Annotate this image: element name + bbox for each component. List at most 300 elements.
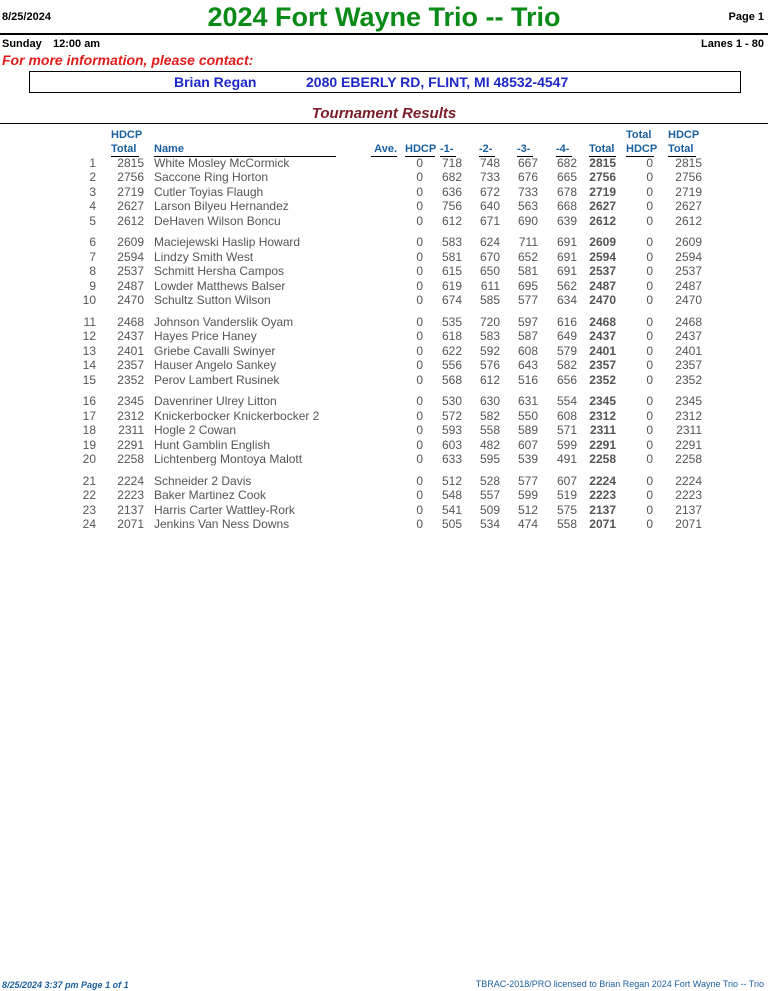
row-game-1: 505 — [441, 517, 462, 532]
row-total-hdcp: 0 — [646, 502, 653, 517]
row-game-3: 581 — [517, 264, 538, 279]
row-total-hdcp: 0 — [646, 156, 653, 170]
row-team-name: Maciejewski Haslip Howard — [154, 235, 301, 250]
table-row — [0, 344, 768, 358]
row-hdcp-total: 2468 — [117, 314, 144, 329]
table-row — [0, 373, 768, 387]
row-game-3: 563 — [517, 199, 538, 214]
row-final-total: 2291 — [675, 437, 702, 452]
row-game-4: 656 — [556, 372, 577, 387]
row-game-3: 695 — [517, 278, 538, 293]
table-row — [0, 329, 768, 343]
row-game-1: 535 — [441, 314, 462, 329]
row-game-3: 512 — [517, 502, 538, 517]
row-game-1: 548 — [441, 488, 462, 503]
row-game-3: 608 — [517, 343, 538, 358]
row-place: 20 — [82, 452, 96, 467]
row-game-2: 630 — [479, 394, 500, 409]
row-game-3: 667 — [517, 156, 538, 170]
row-hdcp: 0 — [416, 423, 423, 438]
row-total-hdcp: 0 — [646, 235, 653, 250]
row-hdcp: 0 — [416, 264, 423, 279]
row-game-1: 612 — [441, 213, 462, 228]
row-game-4: 649 — [556, 329, 577, 344]
row-hdcp-total: 2291 — [117, 437, 144, 452]
row-total: 2609 — [589, 235, 616, 250]
row-place: 9 — [89, 278, 96, 293]
row-total: 2291 — [589, 437, 616, 452]
row-total: 2258 — [589, 452, 616, 467]
row-total: 2311 — [589, 423, 616, 438]
row-total: 2719 — [589, 184, 616, 199]
section-divider — [0, 123, 768, 124]
row-game-2: 558 — [479, 423, 500, 438]
row-game-3: 652 — [517, 249, 538, 264]
row-hdcp: 0 — [416, 502, 423, 517]
row-total-hdcp: 0 — [646, 423, 653, 438]
row-hdcp-total: 2612 — [117, 213, 144, 228]
row-game-4: 519 — [556, 488, 577, 503]
row-game-3: 539 — [517, 452, 538, 467]
row-total-hdcp: 0 — [646, 170, 653, 185]
row-game-1: 603 — [441, 437, 462, 452]
row-game-2: 482 — [479, 437, 500, 452]
row-team-name: Lowder Matthews Balser — [154, 278, 286, 293]
row-hdcp: 0 — [416, 235, 423, 250]
row-final-total: 2815 — [675, 156, 702, 170]
row-hdcp-total: 2594 — [117, 249, 144, 264]
row-final-total: 2437 — [675, 329, 702, 344]
row-game-2: 583 — [479, 329, 500, 344]
row-place: 10 — [82, 293, 96, 308]
row-total-hdcp: 0 — [646, 343, 653, 358]
row-team-name: Hauser Angelo Sankey — [154, 358, 277, 373]
row-game-4: 562 — [556, 278, 577, 293]
row-total-hdcp: 0 — [646, 199, 653, 214]
row-final-total: 2312 — [675, 408, 702, 423]
row-total: 2468 — [589, 314, 616, 329]
row-hdcp: 0 — [416, 293, 423, 308]
row-hdcp: 0 — [416, 343, 423, 358]
row-hdcp-total: 2470 — [117, 293, 144, 308]
row-place: 7 — [89, 249, 96, 264]
row-game-1: 556 — [441, 358, 462, 373]
col-total: Total — [589, 143, 615, 155]
row-total: 2352 — [589, 372, 616, 387]
row-place: 16 — [82, 394, 96, 409]
table-row — [0, 409, 768, 423]
row-hdcp: 0 — [416, 213, 423, 228]
row-hdcp-total: 2311 — [118, 423, 144, 438]
row-hdcp: 0 — [416, 199, 423, 214]
row-final-total: 2224 — [675, 473, 702, 488]
row-hdcp: 0 — [416, 170, 423, 185]
row-game-3: 690 — [517, 213, 538, 228]
col-game-4: -4- — [556, 142, 572, 157]
row-place: 3 — [89, 184, 96, 199]
row-game-3: 711 — [518, 235, 538, 250]
row-team-name: Harris Carter Wattley-Rork — [154, 502, 295, 517]
row-game-4: 668 — [556, 199, 577, 214]
contact-address: 2080 EBERLY RD, FLINT, MI 48532-4547 — [306, 74, 569, 90]
row-game-2: 670 — [479, 249, 500, 264]
row-total: 2537 — [589, 264, 616, 279]
row-game-2: 733 — [479, 170, 500, 185]
row-team-name: White Mosley McCormick — [154, 156, 290, 170]
row-game-2: 528 — [479, 473, 500, 488]
table-row — [0, 438, 768, 452]
row-game-3: 516 — [517, 372, 538, 387]
row-game-4: 691 — [556, 235, 577, 250]
row-hdcp-total: 2756 — [117, 170, 144, 185]
row-total: 2137 — [589, 502, 616, 517]
row-total-hdcp: 0 — [646, 358, 653, 373]
col-total-hdcp-bottom: HDCP — [626, 143, 658, 155]
table-row — [0, 315, 768, 329]
row-place: 24 — [82, 517, 96, 532]
row-final-total: 2470 — [675, 293, 702, 308]
row-total: 2071 — [589, 517, 616, 532]
table-row — [0, 358, 768, 372]
row-hdcp: 0 — [416, 372, 423, 387]
row-final-total: 2357 — [675, 358, 702, 373]
row-game-1: 593 — [441, 423, 462, 438]
row-hdcp-total: 2071 — [117, 517, 144, 532]
row-total: 2224 — [589, 473, 616, 488]
row-game-1: 615 — [441, 264, 462, 279]
row-game-4: 491 — [556, 452, 577, 467]
row-game-1: 530 — [441, 394, 462, 409]
row-place: 13 — [82, 343, 96, 358]
row-final-total: 2487 — [675, 278, 702, 293]
row-place: 23 — [82, 502, 96, 517]
row-game-2: 671 — [479, 213, 500, 228]
row-game-2: 672 — [479, 184, 500, 199]
table-row — [0, 452, 768, 466]
row-hdcp: 0 — [416, 473, 423, 488]
row-team-name: Hunt Gamblin English — [154, 437, 271, 452]
row-final-total: 2612 — [675, 213, 702, 228]
row-total: 2312 — [589, 408, 616, 423]
row-total-hdcp: 0 — [646, 213, 653, 228]
row-team-name: Larson Bilyeu Hernandez — [154, 199, 289, 214]
row-place: 14 — [82, 358, 96, 373]
row-hdcp: 0 — [416, 278, 423, 293]
row-place: 21 — [82, 473, 96, 488]
row-game-1: 583 — [441, 235, 462, 250]
row-team-name: Perov Lambert Rusinek — [154, 372, 280, 387]
footer-license: TBRAC-2018/PRO licensed to Brian Regan 2024 Fort Wayne Trio -- Trio — [475, 979, 764, 989]
row-team-name: Davenriner Ulrey Litton — [154, 394, 277, 409]
row-final-total: 2311 — [676, 423, 702, 438]
row-total: 2345 — [589, 394, 616, 409]
row-place: 19 — [82, 437, 96, 452]
row-game-4: 639 — [556, 213, 577, 228]
lanes-range: Lanes 1 - 80 — [701, 38, 764, 50]
row-total-hdcp: 0 — [646, 372, 653, 387]
row-game-3: 599 — [517, 488, 538, 503]
table-row — [0, 488, 768, 502]
row-total-hdcp: 0 — [646, 452, 653, 467]
row-game-2: 612 — [479, 372, 500, 387]
row-game-1: 568 — [441, 372, 462, 387]
row-total: 2437 — [589, 329, 616, 344]
row-game-1: 541 — [441, 502, 462, 517]
table-row — [0, 423, 768, 437]
row-hdcp-total: 2223 — [117, 488, 144, 503]
row-hdcp-total: 2537 — [117, 264, 144, 279]
row-total-hdcp: 0 — [646, 329, 653, 344]
row-game-4: 634 — [556, 293, 577, 308]
row-final-total: 2627 — [675, 199, 702, 214]
row-final-total: 2756 — [675, 170, 702, 185]
row-game-4: 608 — [556, 408, 577, 423]
row-game-1: 756 — [441, 199, 462, 214]
row-place: 2 — [89, 170, 96, 185]
row-final-total: 2137 — [675, 502, 702, 517]
row-team-name: Jenkins Van Ness Downs — [154, 517, 290, 532]
row-total-hdcp: 0 — [646, 293, 653, 308]
section-title: Tournament Results — [311, 105, 457, 122]
row-hdcp-total: 2137 — [117, 502, 144, 517]
row-final-total: 2609 — [675, 235, 702, 250]
row-game-3: 676 — [517, 170, 538, 185]
row-hdcp: 0 — [416, 437, 423, 452]
row-place: 18 — [82, 423, 96, 438]
row-game-2: 640 — [479, 199, 500, 214]
row-hdcp: 0 — [416, 184, 423, 199]
row-game-3: 607 — [517, 437, 538, 452]
row-hdcp: 0 — [416, 452, 423, 467]
row-place: 12 — [82, 329, 96, 344]
row-game-2: 592 — [479, 343, 500, 358]
row-game-2: 624 — [479, 235, 500, 250]
table-row — [0, 264, 768, 278]
row-final-total: 2594 — [675, 249, 702, 264]
table-row — [0, 199, 768, 213]
report-title: 2024 Fort Wayne Trio -- Trio — [207, 2, 561, 32]
event-time: 12:00 am — [53, 38, 101, 50]
table-row — [0, 503, 768, 517]
row-final-total: 2345 — [675, 394, 702, 409]
table-row — [0, 235, 768, 249]
row-game-4: 691 — [556, 264, 577, 279]
row-game-4: 579 — [556, 343, 577, 358]
contact-name: Brian Regan — [174, 74, 257, 90]
row-total: 2594 — [589, 249, 616, 264]
row-game-4: 682 — [556, 156, 577, 170]
row-place: 1 — [89, 156, 96, 170]
row-hdcp-total: 2312 — [117, 408, 144, 423]
row-total: 2357 — [589, 358, 616, 373]
row-game-2: 557 — [479, 488, 500, 503]
row-total-hdcp: 0 — [646, 184, 653, 199]
row-hdcp-total: 2258 — [117, 452, 144, 467]
row-game-1: 618 — [441, 329, 462, 344]
row-game-3: 733 — [517, 184, 538, 199]
row-game-4: 599 — [556, 437, 577, 452]
row-place: 17 — [82, 408, 96, 423]
row-total: 2487 — [589, 278, 616, 293]
row-team-name: Lichtenberg Montoya Malott — [154, 452, 303, 467]
row-game-3: 577 — [517, 473, 538, 488]
row-hdcp-total: 2401 — [117, 343, 144, 358]
table-row — [0, 156, 768, 170]
table-row — [0, 474, 768, 488]
row-game-2: 595 — [479, 452, 500, 467]
row-game-3: 589 — [517, 423, 538, 438]
row-total-hdcp: 0 — [646, 488, 653, 503]
row-total-hdcp: 0 — [646, 473, 653, 488]
row-game-3: 550 — [517, 408, 538, 423]
row-team-name: Schmitt Hersha Campos — [154, 264, 285, 279]
row-hdcp-total: 2487 — [117, 278, 144, 293]
row-hdcp: 0 — [416, 156, 423, 170]
row-hdcp-total: 2345 — [117, 394, 144, 409]
row-team-name: Schultz Sutton Wilson — [154, 293, 271, 308]
row-game-4: 678 — [556, 184, 577, 199]
row-total-hdcp: 0 — [646, 408, 653, 423]
table-row — [0, 185, 768, 199]
row-place: 4 — [89, 199, 96, 214]
table-row — [0, 517, 768, 531]
row-game-3: 643 — [517, 358, 538, 373]
row-game-3: 474 — [517, 517, 538, 532]
row-game-1: 674 — [441, 293, 462, 308]
row-hdcp: 0 — [416, 329, 423, 344]
row-total: 2401 — [589, 343, 616, 358]
row-place: 5 — [89, 213, 96, 228]
row-game-2: 650 — [479, 264, 500, 279]
row-game-4: 554 — [556, 394, 577, 409]
row-team-name: DeHaven Wilson Boncu — [154, 213, 281, 228]
row-total-hdcp: 0 — [646, 517, 653, 532]
row-place: 11 — [83, 314, 96, 329]
row-game-4: 607 — [556, 473, 577, 488]
row-final-total: 2401 — [675, 343, 702, 358]
col-hdcp: HDCP — [405, 143, 437, 155]
row-game-1: 622 — [441, 343, 462, 358]
row-hdcp: 0 — [416, 488, 423, 503]
row-total-hdcp: 0 — [646, 264, 653, 279]
row-final-total: 2223 — [675, 488, 702, 503]
table-row — [0, 293, 768, 307]
row-place: 8 — [89, 264, 96, 279]
col-game-3: -3- — [517, 142, 533, 157]
col-total-hdcp-top: Total — [626, 129, 652, 141]
row-team-name: Hayes Price Haney — [154, 329, 257, 344]
row-team-name: Schneider 2 Davis — [154, 473, 252, 488]
row-game-2: 748 — [479, 156, 500, 170]
table-row — [0, 214, 768, 228]
row-game-4: 558 — [556, 517, 577, 532]
row-game-2: 576 — [479, 358, 500, 373]
row-hdcp: 0 — [416, 249, 423, 264]
row-game-4: 575 — [556, 502, 577, 517]
footer-timestamp: 8/25/2024 3:37 pm Page 1 of 1 — [2, 980, 129, 990]
row-total-hdcp: 0 — [646, 249, 653, 264]
row-hdcp: 0 — [416, 314, 423, 329]
row-game-1: 512 — [441, 473, 462, 488]
row-team-name: Knickerbocker Knickerbocker 2 — [154, 408, 320, 423]
row-game-2: 534 — [479, 517, 500, 532]
col-hdcp-total-bottom: Total — [111, 142, 139, 157]
row-game-1: 581 — [441, 249, 462, 264]
row-final-total: 2537 — [675, 264, 702, 279]
row-team-name: Saccone Ring Horton — [154, 170, 269, 185]
row-final-total: 2468 — [675, 314, 702, 329]
row-game-1: 682 — [441, 170, 462, 185]
row-game-1: 633 — [441, 452, 462, 467]
row-total-hdcp: 0 — [646, 437, 653, 452]
report-date: 8/25/2024 — [2, 11, 51, 23]
row-game-3: 631 — [517, 394, 538, 409]
col-final-total-top: HDCP — [668, 129, 700, 141]
row-team-name: Griebe Cavalli Swinyer — [154, 343, 276, 358]
row-team-name: Lindzy Smith West — [154, 249, 254, 264]
event-day: Sunday — [2, 38, 42, 50]
row-hdcp-total: 2224 — [117, 473, 144, 488]
row-game-4: 665 — [556, 170, 577, 185]
row-game-4: 616 — [556, 314, 577, 329]
row-hdcp: 0 — [416, 408, 423, 423]
row-game-2: 720 — [479, 314, 500, 329]
row-game-1: 572 — [441, 408, 462, 423]
row-team-name: Baker Martinez Cook — [154, 488, 267, 503]
page-number: Page 1 — [728, 11, 764, 23]
row-team-name: Johnson Vanderslik Oyam — [154, 314, 294, 329]
row-game-1: 718 — [441, 156, 462, 170]
row-final-total: 2071 — [675, 517, 702, 532]
row-hdcp-total: 2719 — [117, 184, 144, 199]
row-game-3: 577 — [517, 293, 538, 308]
row-game-4: 571 — [556, 423, 577, 438]
row-place: 15 — [82, 372, 96, 387]
row-total: 2756 — [589, 170, 616, 185]
row-final-total: 2719 — [675, 184, 702, 199]
row-game-3: 597 — [517, 314, 538, 329]
col-game-1: -1- — [440, 142, 456, 157]
row-final-total: 2352 — [675, 372, 702, 387]
row-total: 2627 — [589, 199, 616, 214]
table-row — [0, 250, 768, 264]
col-game-2: -2- — [479, 142, 495, 157]
row-hdcp-total: 2437 — [117, 329, 144, 344]
row-total: 2815 — [589, 156, 616, 170]
col-average: Ave. — [371, 142, 397, 157]
row-total-hdcp: 0 — [646, 314, 653, 329]
row-hdcp-total: 2352 — [117, 372, 144, 387]
table-row — [0, 394, 768, 408]
row-place: 6 — [89, 235, 96, 250]
row-hdcp-total: 2357 — [117, 358, 144, 373]
row-game-2: 585 — [479, 293, 500, 308]
contact-note: For more information, please contact: — [2, 52, 254, 68]
row-total: 2470 — [589, 293, 616, 308]
row-game-2: 582 — [479, 408, 500, 423]
table-row — [0, 170, 768, 184]
col-name: Name — [154, 142, 336, 157]
row-total: 2223 — [589, 488, 616, 503]
row-place: 22 — [82, 488, 96, 503]
col-final-total-bottom: Total — [668, 142, 696, 157]
row-game-1: 636 — [441, 184, 462, 199]
row-total-hdcp: 0 — [646, 278, 653, 293]
row-final-total: 2258 — [675, 452, 702, 467]
row-hdcp-total: 2815 — [117, 156, 144, 170]
row-team-name: Hogle 2 Cowan — [154, 423, 237, 438]
row-hdcp: 0 — [416, 394, 423, 409]
